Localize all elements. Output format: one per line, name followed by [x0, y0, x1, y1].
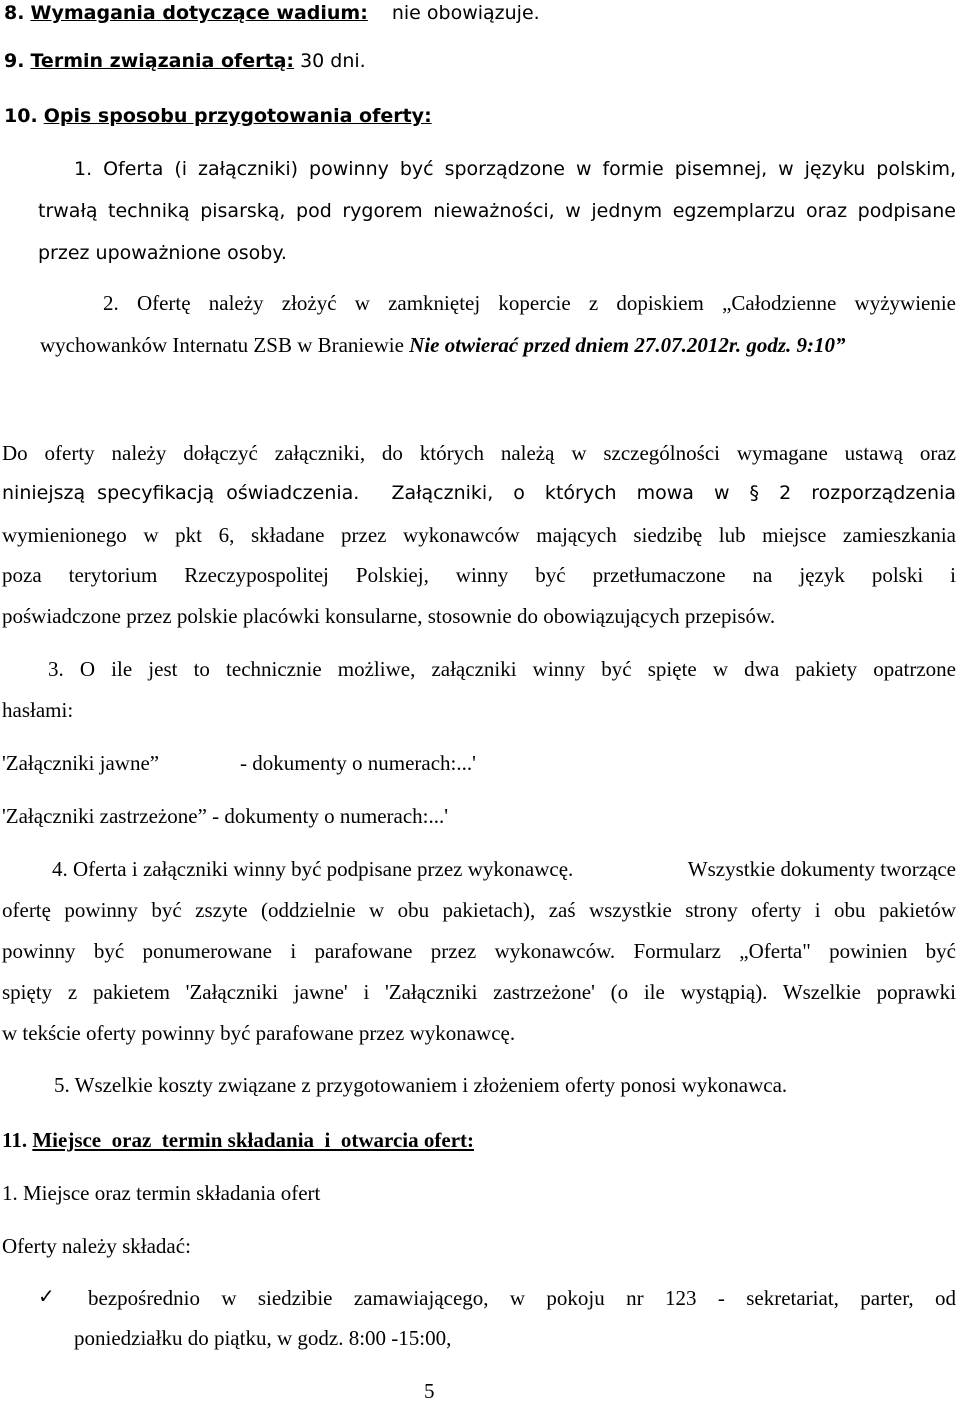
section-11-title: Miejsce oraz termin składania i otwarcia ofert:	[32, 1128, 474, 1152]
section-11-heading	[2, 1127, 474, 1153]
para-2-text: wychowanków Internatu ZSB w Braniewie	[40, 333, 410, 357]
attachments-restricted-line: 'Załączniki zastrzeżone” - dokumenty o numerach:...'	[2, 804, 449, 828]
section-8-heading	[4, 0, 540, 26]
checkmark-icon: ✓	[38, 1284, 55, 1308]
section-10-heading	[4, 103, 432, 129]
attachments-public-label: 'Załączniki jawne”	[2, 751, 160, 775]
para-5-line-5: w tekście oferty powinny być parafowane przez wykonawcę.	[2, 1021, 516, 1045]
attachments-public-value: - dokumenty o numerach:...'	[240, 751, 476, 775]
section-9-title: Termin związania ofertą:	[30, 50, 295, 72]
section-10-number: 10.	[4, 105, 38, 127]
para-1-line-2: trwałą techniką pisarską, pod rygorem nieważności, w jednym egzemplarzu oraz podpisane	[38, 200, 956, 222]
section-8-value: nie obowiązuje.	[391, 2, 540, 24]
para-3-line-5: poświadczone przez polskie placówki konsularne, stosownie do obowiązujących przepisów.	[2, 604, 776, 628]
section-10-title: Opis sposobu przygotowania oferty:	[43, 105, 432, 127]
para-6-line-1: 5. Wszelkie koszty związane z przygotowaniem i złożeniem oferty ponosi wykonawca.	[54, 1073, 788, 1097]
para-3-line-2-a: niniejszą specyfikacją oświadczenia.	[2, 482, 360, 504]
page-number: 5	[424, 1379, 435, 1403]
para-5-line-1-b: Wszystkie dokumenty tworzące	[687, 857, 956, 881]
para-7-line-1: 1. Miejsce oraz termin składania ofert	[2, 1181, 321, 1205]
para-5-line-4: spięty z pakietem 'Załączniki jawne' i 'Załączniki zastrzeżone' (o ile wystąpią). Wszelkie poprawki	[2, 980, 956, 1004]
section-8-title: Wymagania dotyczące wadium:	[30, 2, 368, 24]
para-2-line-1: 2. Ofertę należy złożyć w zamkniętej kopercie z dopiskiem „Całodzienne wyżywienie	[103, 291, 956, 315]
para-3-line-2-b: Załączniki, o których mowa w § 2 rozporządzenia	[391, 482, 956, 504]
section-9-heading	[4, 48, 366, 74]
section-11-number: 11.	[2, 1128, 28, 1152]
para-3-line-3: wymienionego w pkt 6, składane przez wykonawców mających siedzibę lub miejsce zamieszkania	[2, 523, 956, 547]
para-1-line-3: przez upoważnione osoby.	[38, 242, 287, 264]
section-9-number: 9.	[4, 50, 25, 72]
bullet-line-2: poniedziałku do piątku, w godz. 8:00 -15:00,	[74, 1326, 452, 1350]
para-5-line-1-a: 4. Oferta i załączniki winny być podpisane przez wykonawcę.	[52, 857, 574, 881]
para-2-line-2	[40, 332, 846, 358]
para-3-line-4: poza terytorium Rzeczypospolitej Polskiej, winny być przetłumaczone na język polski i	[2, 563, 956, 587]
para-5-line-2: ofertę powinny być zszyte (oddzielnie w obu pakietach), zaś wszystkie strony oferty i obu pakietów	[2, 898, 956, 922]
section-8-number: 8.	[4, 2, 25, 24]
attachments-public-line	[2, 750, 476, 776]
section-9-value: 30 dni.	[300, 50, 366, 72]
bullet-line-1: bezpośrednio w siedzibie zamawiającego, w pokoju nr 123 - sekretariat, parter, od	[88, 1286, 956, 1310]
para-2-deadline: Nie otwierać przed dniem 27.07.2012r. godz. 9:10”	[409, 333, 846, 357]
para-4-line-1: 3. O ile jest to technicznie możliwe, załączniki winny być spięte w dwa pakiety opatrzone	[48, 657, 956, 681]
para-3-line-2	[2, 480, 956, 506]
para-1-line-1: 1. Oferta (i załączniki) powinny być sporządzone w formie pisemnej, w języku polskim,	[74, 158, 956, 180]
para-5-line-1	[52, 856, 956, 882]
para-4-line-2: hasłami:	[2, 698, 74, 722]
para-3-line-1: Do oferty należy dołączyć załączniki, do których należą w szczególności wymagane ustawą oraz	[2, 441, 956, 465]
para-7-line-2: Oferty należy składać:	[2, 1234, 191, 1258]
para-5-line-3: powinny być ponumerowane i parafowane przez wykonawców. Formularz „Oferta" powinien być	[2, 939, 956, 963]
